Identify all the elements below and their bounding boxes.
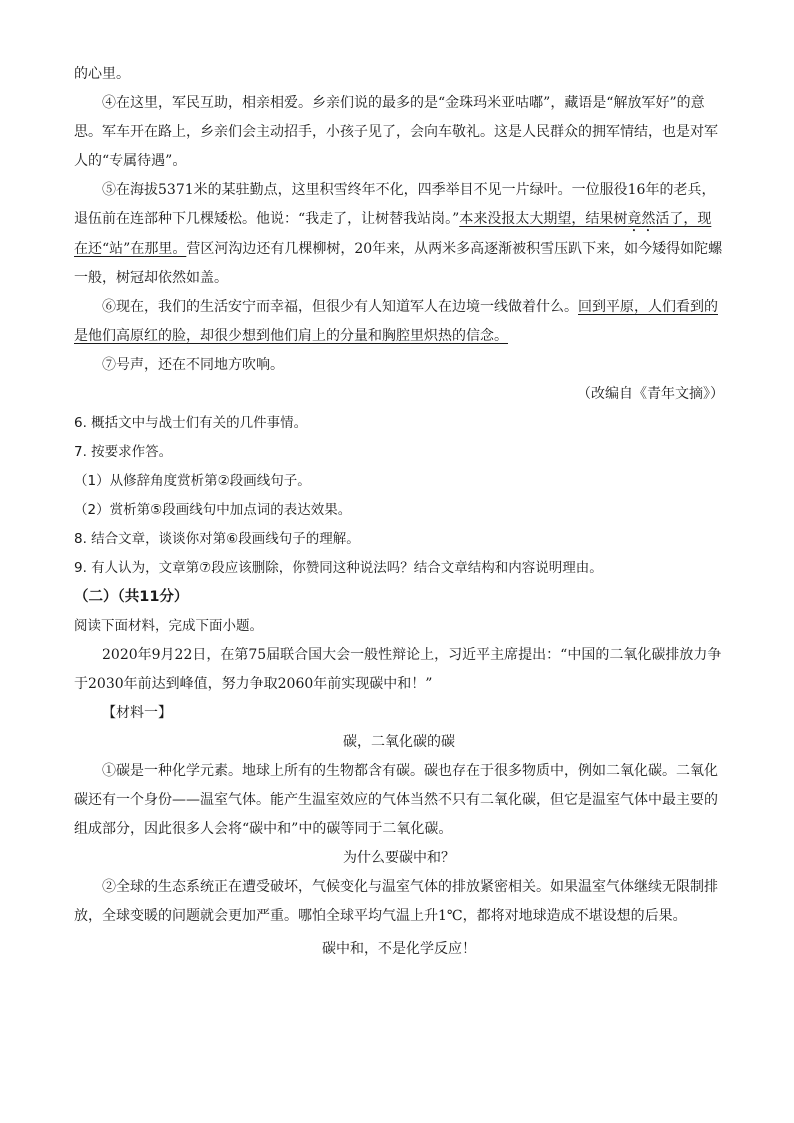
p5-dotted-word: 竟然 — [627, 211, 656, 227]
material-1-label: 【材料一】 — [102, 705, 172, 721]
p5-underline-a: 本来没报太大期望，结果树 — [459, 211, 628, 227]
source-note: （改编自《青年文摘》） — [577, 386, 724, 402]
p5-after: 营区河沟边还有几棵柳树，20年来，从两米多高逐渐被积雪压趴下来，如今矮得如陀螺一般，树冠却依然如盖。 — [74, 241, 723, 286]
p5-before: ⑤在海拔5371米的某驻勤点，这里积雪终年不化，四季举目不见一片绿叶。一位服役16年的老兵，退伍前在连部种下几棵矮松。他说：“我走了，让树替我站岗。” — [74, 182, 716, 227]
material-paragraph-2: ②全球的生态系统正在遭受破坏，气候变化与温室气体的排放紧密相关。如果温室气体继续无限制排放，全球变暖的问题就会更加严重。哪怕全球平均气温上升1℃，都将对地球造成不堪设想的后果。 — [74, 879, 718, 924]
section-2-instruction: 阅读下面材料，完成下面小题。 — [74, 618, 263, 634]
material-heading-3: 碳中和，不是化学反应！ — [322, 941, 476, 957]
p6-underlined-sentence: 回到平原，人们看到的是他们高原红的脸，却很少想到他们肩上的分量和胸腔里炽热的信念。 — [74, 299, 718, 344]
question-7-1: （1）从修辞角度赏析第②段画线句子。 — [74, 473, 311, 489]
section-2-title: （二）（共11分） — [74, 589, 189, 605]
paragraph-4: ④在这里，军民互助，相亲相爱。乡亲们说的最多的是“金珠玛米亚咕嘟”，藏语是“解放军好”的意思。军车开在路上，乡亲们会主动招手，小孩子见了，会向车敬礼。这是人民群众的拥军情结，也是对军人的“专属待遇”。 — [74, 95, 718, 169]
material-heading-1: 碳，二氧化碳的碳 — [343, 734, 455, 750]
material-paragraph-1: ①碳是一种化学元素。地球上所有的生物都含有碳。碳也存在于很多物质中，例如二氧化碳。二氧化碳还有一个身份——温室气体。能产生温室效应的气体当然不只有二氧化碳，但它是温室气体中最主要的组成部分，因此很多人会将“碳中和”中的碳等同于二氧化碳。 — [74, 763, 718, 837]
p5-underline-b: 活了，现在还“站”在那里。 — [74, 211, 712, 257]
question-7: 7. 按要求作答。 — [74, 444, 173, 460]
question-7-2: （2）赏析第⑤段画线句中加点词的表达效果。 — [74, 502, 352, 518]
paragraph-intro-end: 的心里。 — [74, 66, 130, 82]
material-heading-2: 为什么要碳中和？ — [343, 850, 455, 866]
section-2-lead: 2020年9月22日，在第75届联合国大会一般性辩论上，习近平主席提出：“中国的二氧化碳排放力争于2030年前达到峰值，努力争取2060年前实现碳中和！” — [74, 647, 722, 692]
p6-before: ⑥现在，我们的生活安宁而幸福，但很少有人知道军人在边境一线做着什么。 — [102, 299, 578, 315]
paragraph-7: ⑦号声，还在不同地方吹响。 — [102, 357, 284, 373]
question-9: 9. 有人认为，文章第⑦段应该删除，你赞同这种说法吗？结合文章结构和内容说明理由。 — [74, 560, 603, 576]
question-6: 6. 概括文中与战士们有关的几件事情。 — [74, 415, 308, 431]
paragraph-6 — [74, 293, 724, 351]
question-8: 8. 结合文章，谈谈你对第⑥段画线句子的理解。 — [74, 531, 360, 547]
paragraph-5 — [74, 176, 724, 293]
